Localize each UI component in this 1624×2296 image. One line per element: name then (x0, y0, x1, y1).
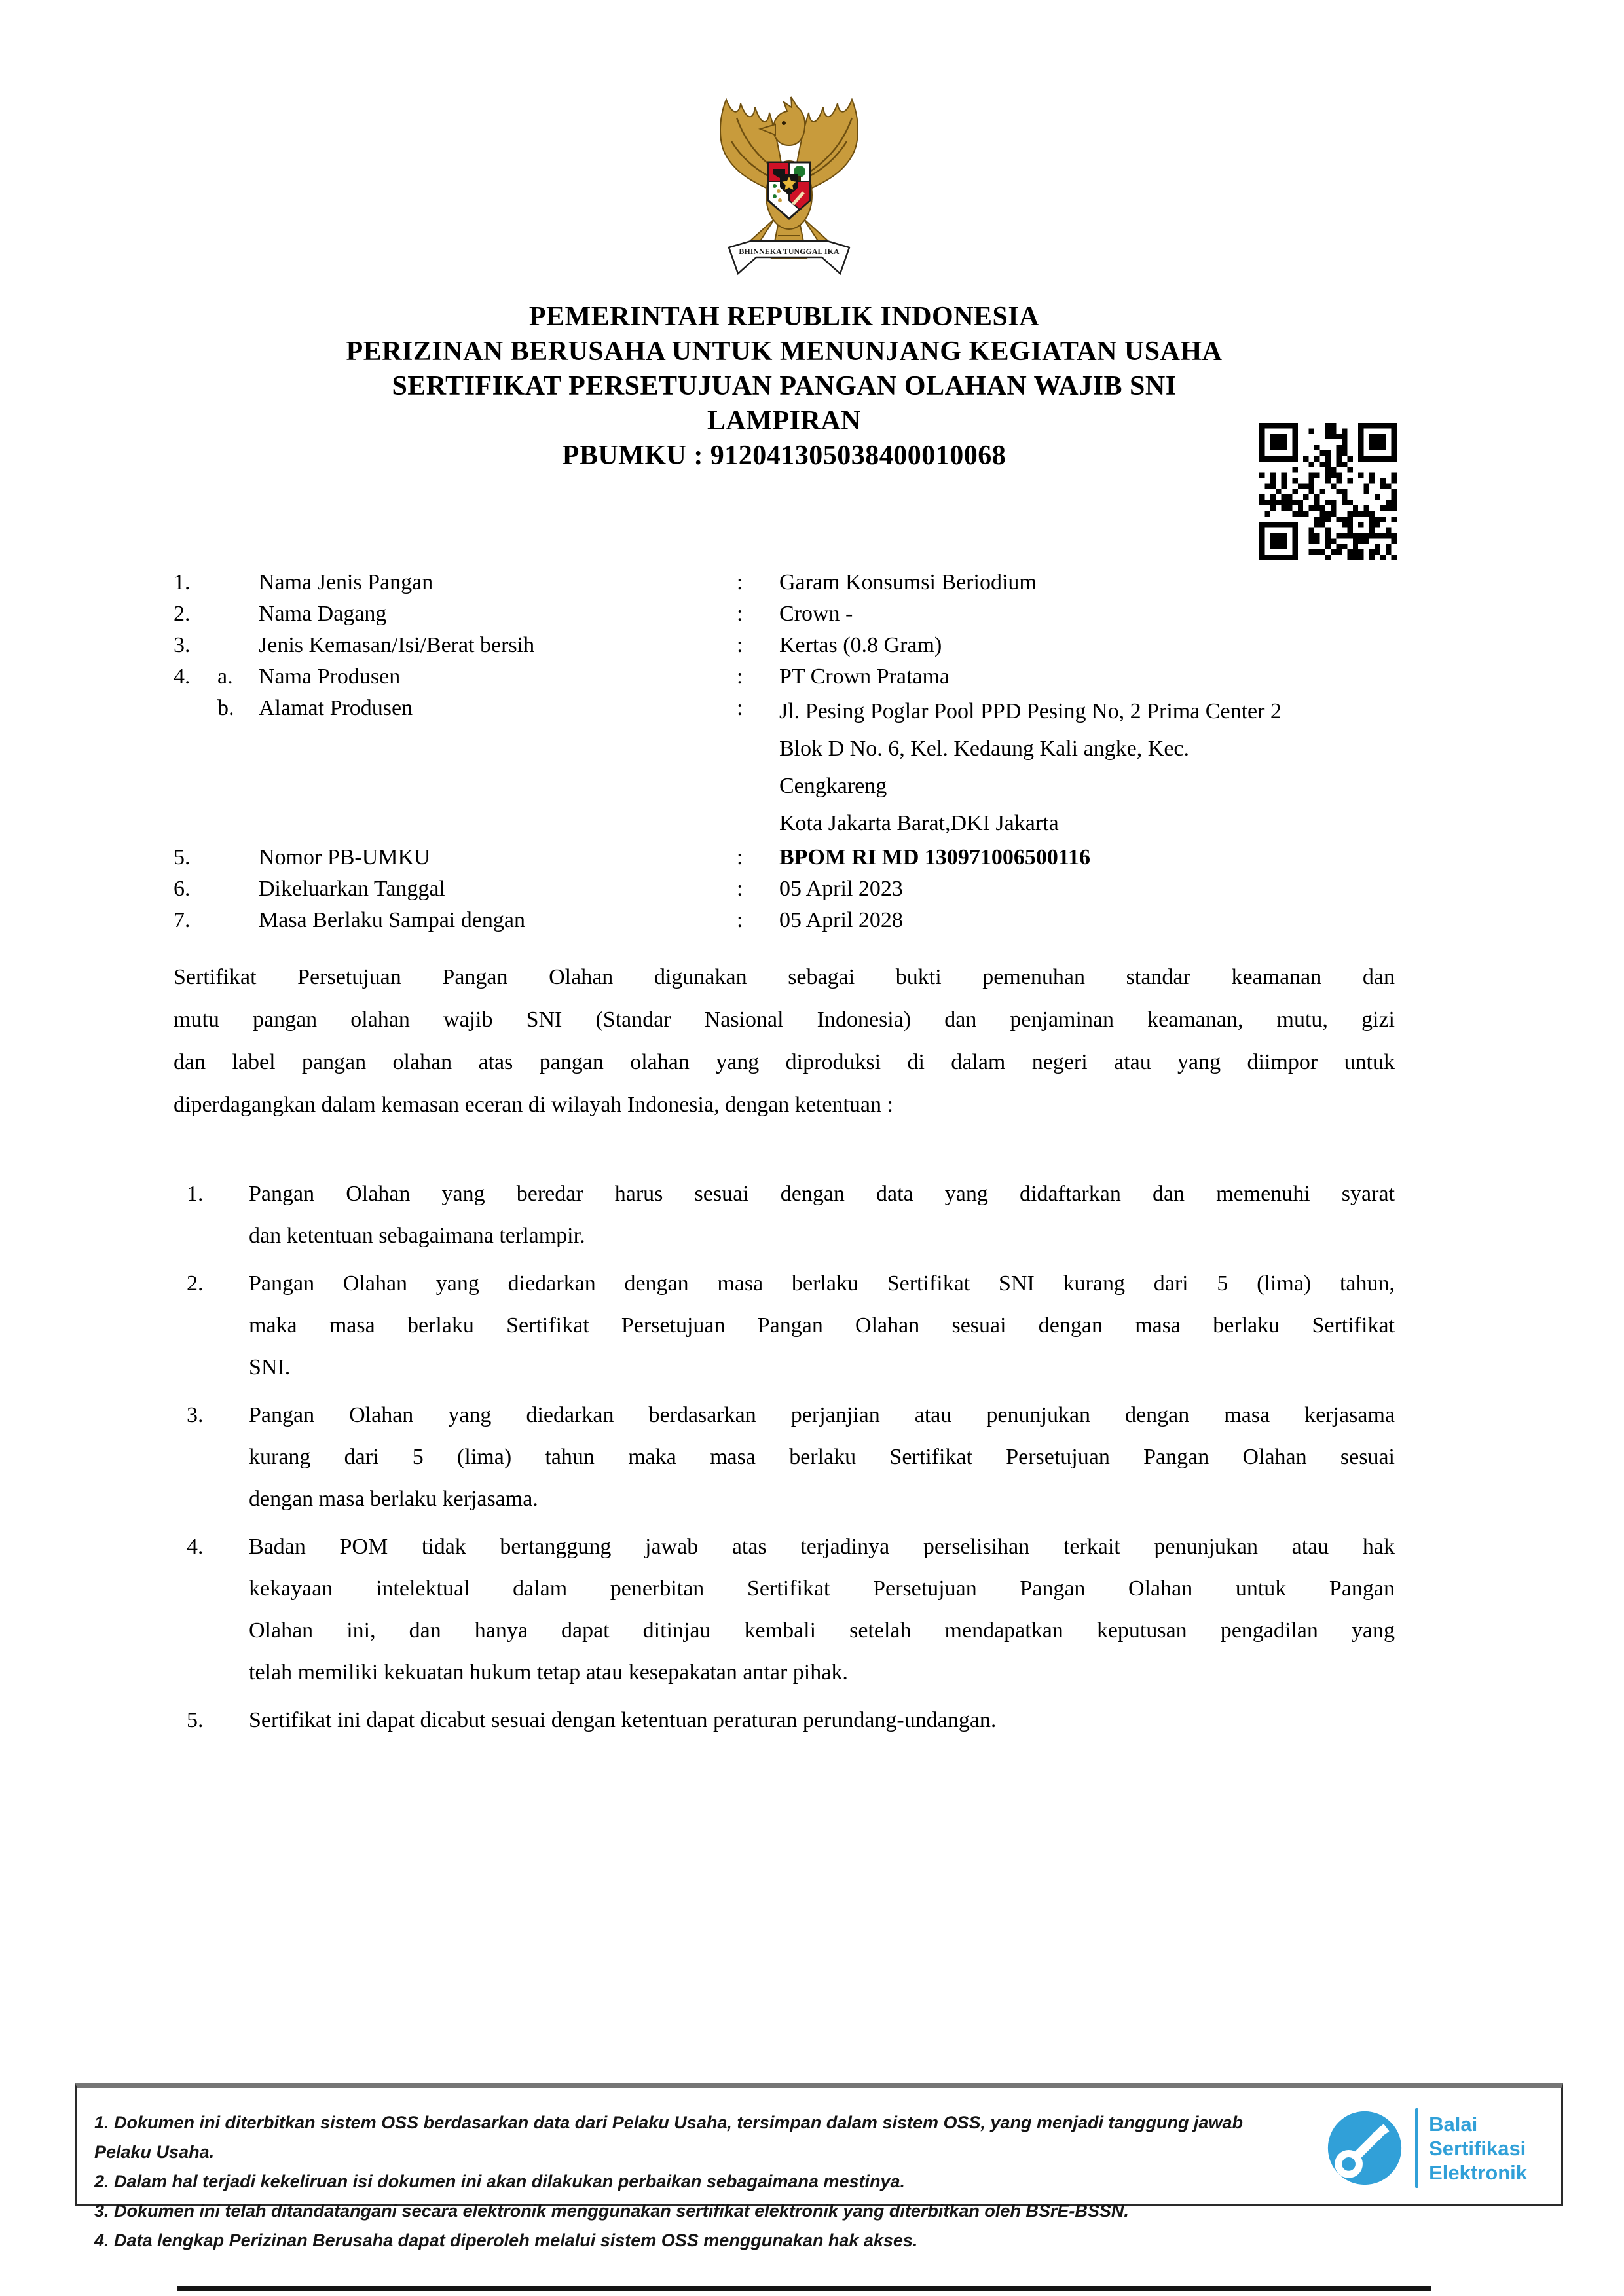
condition-text (249, 1700, 1395, 1741)
condition-line: dan ketentuan sebagaimana terlampir. (249, 1224, 585, 1248)
field-colon: : (737, 908, 743, 932)
footer-note: 4. Data lengkap Perizinan Berusaha dapat diperoleh melalui sistem OSS menggunakan hak akses. (94, 2231, 918, 2250)
condition-item (187, 1700, 1395, 1741)
bsre-logo-line: Balai (1429, 2112, 1478, 2136)
intro-paragraph (174, 956, 1395, 1126)
field-label: Nama Produsen (259, 665, 401, 689)
field-row (174, 630, 1395, 661)
field-number: 6. (174, 877, 191, 901)
field-value (779, 693, 1395, 842)
title-line: SERTIFIKAT PERSETUJUAN PANGAN OLAHAN WAJIB SNI (392, 371, 1177, 401)
field-value-line: Cengkareng (779, 774, 887, 798)
qr-code (1259, 423, 1397, 560)
field-row (174, 905, 1395, 936)
footer-notes-box (75, 2083, 1563, 2250)
condition-item (187, 1173, 1395, 1257)
field-number: 5. (174, 845, 191, 869)
field-colon: : (737, 633, 743, 657)
condition-line: kekayaan intelektual dalam penerbitan Sertifikat Persetujuan Pangan Olahan untuk Pangan (249, 1576, 1395, 1601)
condition-line: Olahan ini, dan hanya dapat ditinjau kembali setelah mendapatkan keputusan pengadilan yang (249, 1618, 1395, 1643)
garuda-pancasila-emblem (710, 80, 868, 288)
bsre-logo-text (1429, 2112, 1527, 2185)
field-label: Nomor PB-UMKU (259, 845, 430, 869)
intro-line: mutu pangan olahan wajib SNI (Standar Nasional Indonesia) dan penjaminan keamanan, mutu, gizi (174, 1008, 1395, 1032)
field-value: PT Crown Pratama (779, 665, 950, 689)
field-row (174, 567, 1395, 598)
field-table (174, 567, 1395, 936)
field-value: Garam Konsumsi Beriodium (779, 570, 1037, 594)
field-label: Jenis Kemasan/Isi/Berat bersih (259, 633, 535, 657)
field-row (174, 661, 1395, 693)
field-number: 7. (174, 908, 191, 932)
field-label: Masa Berlaku Sampai dengan (259, 908, 525, 932)
intro-line: Sertifikat Persetujuan Pangan Olahan digunakan sebagai bukti pemenuhan standar keamanan dan (174, 965, 1395, 989)
field-row (174, 842, 1395, 873)
field-value: 05 April 2023 (779, 877, 903, 901)
field-number: 1. (174, 570, 191, 594)
field-label: Nama Dagang (259, 602, 387, 626)
condition-text (249, 1526, 1395, 1694)
field-row (174, 598, 1395, 630)
condition-number: 1. (187, 1182, 204, 1206)
bsre-logo-line: Elektronik (1429, 2160, 1527, 2184)
condition-line: Pangan Olahan yang diedarkan berdasarkan perjanjian atau penunjukan dengan masa kerjasama (249, 1403, 1395, 1427)
field-value-line: Jl. Pesing Poglar Pool PPD Pesing No, 2 Prima Center 2 (779, 699, 1282, 723)
footer-notes (94, 2108, 1286, 2255)
field-value: 05 April 2028 (779, 908, 903, 932)
condition-number: 5. (187, 1708, 204, 1732)
condition-line: SNI. (249, 1355, 291, 1379)
bsre-logo (1325, 2099, 1527, 2197)
condition-line: Badan POM tidak bertanggung jawab atas terjadinya perselisihan terkait penunjukan atau hak (249, 1535, 1395, 1559)
footer-note: 2. Dalam hal terjadi kekeliruan isi dokumen ini akan dilakukan perbaikan sebagaimana mestinya. (94, 2172, 905, 2191)
conditions-list (187, 1173, 1395, 1747)
condition-line: kurang dari 5 (lima) tahun maka masa berlaku Sertifikat Persetujuan Pangan Olahan sesuai (249, 1445, 1395, 1469)
field-colon: : (737, 570, 743, 594)
field-value: Crown - (779, 602, 853, 626)
title-line: LAMPIRAN (707, 406, 861, 436)
field-number: 2. (174, 602, 191, 626)
field-value-line: Blok D No. 6, Kel. Kedaung Kali angke, Kec. (779, 737, 1190, 761)
field-colon: : (737, 877, 743, 901)
condition-item (187, 1526, 1395, 1694)
field-row (174, 873, 1395, 905)
condition-item (187, 1394, 1395, 1520)
field-value: BPOM RI MD 130971006500116 (779, 845, 1091, 869)
condition-number: 3. (187, 1403, 204, 1427)
condition-line: Sertifikat ini dapat dicabut sesuai dengan ketentuan peraturan perundang-undangan. (249, 1708, 997, 1732)
condition-line: dengan masa berlaku kerjasama. (249, 1487, 538, 1511)
bsre-logo-line: Sertifikasi (1429, 2136, 1526, 2160)
logo-separator (1415, 2108, 1418, 2188)
footer-note: 3. Dokumen ini telah ditandatangani secara elektronik menggunakan sertifikat elektronik yang diterbitkan oleh BSrE-BSSN. (94, 2201, 1129, 2221)
field-subletter: b. (217, 696, 234, 720)
intro-line: diperdagangkan dalam kemasan eceran di wilayah Indonesia, dengan ketentuan : (174, 1093, 893, 1117)
field-colon: : (737, 665, 743, 689)
field-label: Nama Jenis Pangan (259, 570, 434, 594)
condition-number: 4. (187, 1535, 204, 1559)
field-label: Dikeluarkan Tanggal (259, 877, 445, 901)
condition-text (249, 1263, 1395, 1389)
document-title-block (174, 300, 1395, 473)
condition-item (187, 1263, 1395, 1389)
title-line: PEMERINTAH REPUBLIK INDONESIA (528, 302, 1040, 332)
field-colon: : (737, 696, 743, 720)
condition-line: Pangan Olahan yang beredar harus sesuai dengan data yang didaftarkan dan memenuhi syarat (249, 1182, 1395, 1206)
condition-line: maka masa berlaku Sertifikat Persetujuan Pangan Olahan sesuai dengan masa berlaku Sertifikat (249, 1313, 1395, 1338)
field-colon: : (737, 602, 743, 626)
field-row (174, 693, 1395, 842)
emblem-motto: BHINNEKA TUNGGAL IKA (739, 247, 840, 256)
field-number: 3. (174, 633, 191, 657)
title-line: PBUMKU : 912041305038400010068 (562, 441, 1006, 471)
field-label: Alamat Produsen (259, 696, 413, 720)
condition-line: telah memiliki kekuatan hukum tetap atau kesepakatan antar pihak. (249, 1660, 848, 1685)
field-subletter: a. (217, 665, 233, 689)
field-value-line: Kota Jakarta Barat,DKI Jakarta (779, 811, 1059, 835)
key-icon (1325, 2108, 1405, 2188)
bottom-rule (177, 2286, 1431, 2291)
intro-line: dan label pangan olahan atas pangan olahan yang diproduksi di dalam negeri atau yang diimpor untuk (174, 1050, 1395, 1074)
condition-text (249, 1173, 1395, 1257)
field-colon: : (737, 845, 743, 869)
title-line: PERIZINAN BERUSAHA UNTUK MENUNJANG KEGIATAN USAHA (346, 337, 1223, 367)
field-number: 4. (174, 665, 191, 689)
field-value: Kertas (0.8 Gram) (779, 633, 942, 657)
footer-note: 1. Dokumen ini diterbitkan sistem OSS berdasarkan data dari Pelaku Usaha, tersimpan dalam sistem OSS, yang menjadi tanggung jawab Pelaku Usaha. (94, 2113, 1244, 2162)
condition-number: 2. (187, 1271, 204, 1296)
condition-text (249, 1394, 1395, 1520)
condition-line: Pangan Olahan yang diedarkan dengan masa berlaku Sertifikat SNI kurang dari 5 (lima) tahun, (249, 1271, 1395, 1296)
